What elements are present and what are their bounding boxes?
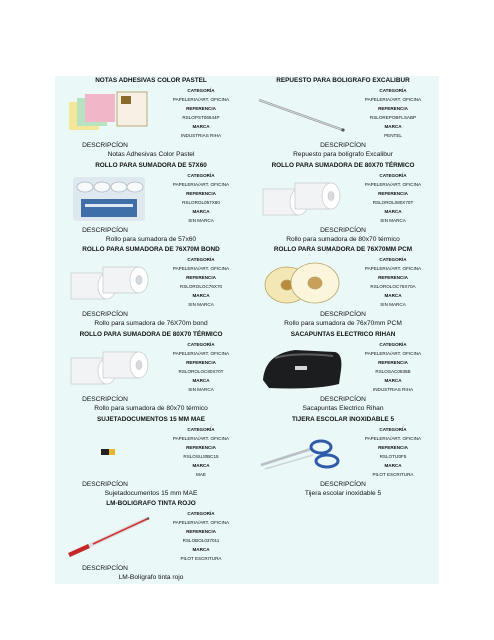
description-label: DESCRIPCÍON bbox=[82, 226, 128, 234]
category-label: CATEGORÍA bbox=[379, 88, 407, 93]
product-card bbox=[247, 415, 439, 500]
product-fields bbox=[347, 86, 439, 140]
description-value: Tijera escolar inoxidable 5 bbox=[304, 489, 382, 497]
product-title: LM-BOLIGRAFO TINTA ROJO bbox=[106, 500, 196, 508]
product-fields bbox=[155, 171, 247, 225]
reference-value: RSLOROLOC76X70 bbox=[179, 284, 223, 290]
brand-label: MARCA bbox=[384, 293, 402, 299]
reference-label: REFERENCIA bbox=[186, 190, 216, 196]
brand-value: SIN MARCA bbox=[188, 217, 214, 223]
product-title: ROLLO PARA SUMADORA DE 80X70 TÉRMICO bbox=[271, 161, 415, 169]
brand-value: SIN MARCA bbox=[188, 387, 214, 393]
product-fields bbox=[155, 425, 247, 479]
category-label: CATEGORÍA bbox=[187, 172, 215, 178]
description-label: DESCRIPCÍON bbox=[82, 142, 128, 149]
product-title: ROLLO PARA SUMADORA DE 80X70 TÉRMICO bbox=[79, 331, 223, 339]
brand-value: PILOT ESCRITURA bbox=[180, 556, 222, 562]
category-label: CATEGORÍA bbox=[379, 342, 407, 348]
description-label: DESCRIPCÍON bbox=[82, 480, 128, 488]
product-fields bbox=[347, 340, 439, 394]
brand-label: MARCA bbox=[384, 462, 402, 468]
description-label: DESCRIPCÍON bbox=[320, 142, 366, 149]
product-card bbox=[247, 245, 439, 330]
reference-label: REFERENCIA bbox=[378, 275, 408, 281]
brand-value: SIN MARCA bbox=[380, 302, 406, 308]
electric-sharpener-image bbox=[255, 340, 347, 396]
description-value: LM-Bolígrafo tinta rojo bbox=[118, 574, 184, 582]
brand-label: MARCA bbox=[192, 462, 210, 468]
reference-label: REFERENCIA bbox=[186, 529, 216, 535]
category-label: CATEGORÍA bbox=[187, 511, 215, 517]
category-value: PAPELERIA/ART. OFICINA bbox=[364, 266, 422, 272]
reference-value: RSLOSAC0835B bbox=[375, 369, 411, 375]
reference-value: RSLOROL080X70T bbox=[372, 199, 414, 205]
product-title: ROLLO PARA SUMADORA DE 57X60 bbox=[95, 161, 207, 169]
red-pen-image bbox=[63, 509, 155, 565]
product-card bbox=[55, 76, 247, 161]
category-label: CATEGORÍA bbox=[187, 257, 215, 263]
reference-value: RSLOPST06544P bbox=[182, 115, 220, 120]
brand-value: INDUSTRIAS RIHA bbox=[180, 133, 222, 138]
brand-label: MARCA bbox=[192, 208, 210, 214]
reference-value: RSLOROLOC76X70A bbox=[370, 284, 416, 290]
product-fields bbox=[155, 340, 247, 394]
product-card bbox=[55, 415, 247, 500]
reference-value: RSLOSUJ0BC15 bbox=[183, 453, 219, 459]
catalog-column-left bbox=[55, 76, 247, 584]
catalog-column-right bbox=[247, 76, 439, 499]
product-title: SACAPUNTAS ELECTRICO RIHAN bbox=[290, 331, 396, 339]
binder-clip-image bbox=[63, 425, 155, 481]
product-fields bbox=[155, 509, 247, 563]
brand-label: MARCA bbox=[192, 378, 210, 384]
product-card bbox=[55, 161, 247, 246]
sticky-notes-image bbox=[63, 86, 155, 142]
brand-label: MARCA bbox=[192, 547, 210, 553]
category-label: CATEGORÍA bbox=[187, 426, 215, 432]
category-value: PAPELERIA/ART. OFICINA bbox=[364, 181, 422, 187]
catalog-sheet bbox=[55, 76, 439, 584]
product-fields bbox=[347, 171, 439, 225]
brand-value: PENTEL bbox=[384, 133, 402, 138]
brand-label: MARCA bbox=[192, 124, 210, 129]
category-label: CATEGORÍA bbox=[379, 257, 407, 263]
category-label: CATEGORÍA bbox=[187, 88, 215, 93]
brand-value: PILOT ESCRITURA bbox=[372, 471, 414, 477]
category-value: PAPELERIA/ART. OFICINA bbox=[172, 351, 230, 357]
scissors-image bbox=[255, 425, 347, 481]
product-card bbox=[55, 499, 247, 584]
description-label: DESCRIPCÍON bbox=[320, 396, 366, 404]
description-value: Sacapuntas Electrico Rihan bbox=[302, 405, 384, 413]
reference-label: REFERENCIA bbox=[378, 444, 408, 450]
brand-value: SIN MARCA bbox=[188, 302, 214, 308]
reference-value: RSLOROLOC80X70T bbox=[178, 369, 224, 375]
reference-label: REFERENCIA bbox=[378, 190, 408, 196]
category-value: PAPELERIA/ART. OFICINA bbox=[172, 266, 230, 272]
category-value: PAPELERIA/ART. OFICINA bbox=[364, 351, 422, 357]
product-card bbox=[55, 245, 247, 330]
product-card bbox=[55, 330, 247, 415]
reference-label: REFERENCIA bbox=[186, 360, 216, 366]
category-label: CATEGORÍA bbox=[379, 426, 407, 432]
product-fields bbox=[155, 255, 247, 309]
reference-label: REFERENCIA bbox=[378, 106, 408, 111]
product-card bbox=[247, 161, 439, 246]
product-title: NOTAS ADHESIVAS COLOR PASTEL bbox=[95, 77, 207, 84]
description-value: Rollo para sumadora de 57x60 bbox=[105, 235, 197, 243]
brand-value: MAE bbox=[196, 471, 206, 477]
description-label: DESCRIPCÍON bbox=[82, 311, 128, 319]
roll-box-image bbox=[63, 171, 155, 227]
product-card bbox=[247, 76, 439, 161]
brand-value: INDUSTRIAS RIHA bbox=[372, 387, 414, 393]
product-title: REPUESTO PARA BOLIGRAFO EXCALIBUR bbox=[276, 77, 410, 84]
brand-label: MARCA bbox=[384, 124, 402, 129]
description-value: Rollo para sumadora de 76x70mm PCM bbox=[284, 320, 402, 328]
category-value: PAPELERIA/ART. OFICINA bbox=[172, 97, 230, 102]
brand-label: MARCA bbox=[384, 208, 402, 214]
yellow-rolls-image bbox=[255, 255, 347, 311]
brand-label: MARCA bbox=[384, 378, 402, 384]
description-value: Rollo para sumadora de 76X70m bond bbox=[94, 320, 208, 328]
description-value: Notas Adhesivas Color Pastel bbox=[107, 151, 195, 158]
brand-value: SIN MARCA bbox=[380, 217, 406, 223]
category-value: PAPELERIA/ART. OFICINA bbox=[364, 435, 422, 441]
category-value: PAPELERIA/ART. OFICINA bbox=[364, 97, 422, 102]
category-label: CATEGORÍA bbox=[379, 172, 407, 178]
brand-label: MARCA bbox=[192, 293, 210, 299]
product-fields bbox=[347, 255, 439, 309]
paper-rolls-image bbox=[63, 255, 155, 311]
description-label: DESCRIPCÍON bbox=[320, 226, 366, 234]
reference-value: RSLOBOL037011 bbox=[182, 538, 220, 544]
reference-label: REFERENCIA bbox=[378, 360, 408, 366]
reference-label: REFERENCIA bbox=[186, 275, 216, 281]
product-title: ROLLO PARA SUMADORA DE 76X70M BOND bbox=[82, 246, 220, 254]
reference-value: RSLOROL057X60 bbox=[182, 199, 220, 205]
reference-value: RSLOREPOBFLSABP bbox=[369, 115, 417, 120]
category-value: PAPELERIA/ART. OFICINA bbox=[172, 520, 230, 526]
description-label: DESCRIPCÍON bbox=[82, 565, 128, 573]
category-value: PAPELERIA/ART. OFICINA bbox=[172, 181, 230, 187]
reference-label: REFERENCIA bbox=[186, 106, 216, 111]
description-label: DESCRIPCÍON bbox=[320, 480, 366, 488]
category-value: PAPELERIA/ART. OFICINA bbox=[172, 435, 230, 441]
product-title: SUJETADOCUMENTOS 15 MM MAE bbox=[96, 415, 206, 423]
description-value: Rollo para sumadora de 80x70 térmico bbox=[94, 405, 208, 413]
description-label: DESCRIPCÍON bbox=[82, 396, 128, 404]
product-fields bbox=[155, 86, 247, 140]
product-card bbox=[247, 330, 439, 415]
paper-rolls-image bbox=[255, 171, 347, 227]
reference-label: REFERENCIA bbox=[186, 444, 216, 450]
paper-rolls-image bbox=[63, 340, 155, 396]
description-label: DESCRIPCÍON bbox=[320, 311, 366, 319]
product-title: ROLLO PARA SUMADORA DE 76X70MM PCM bbox=[273, 246, 413, 254]
description-value: Repuesto para bolígrafo Excalibur bbox=[293, 151, 393, 158]
category-label: CATEGORÍA bbox=[187, 342, 215, 348]
product-title: TIJERA ESCOLAR INOXIDABLE 5 bbox=[291, 415, 395, 423]
product-fields bbox=[347, 425, 439, 479]
pen-refill-image bbox=[255, 86, 347, 142]
description-value: Rollo para sumadora de 80x70 térmico bbox=[286, 235, 400, 243]
reference-value: RSLOTIJ0F5 bbox=[379, 453, 407, 459]
description-value: Sujetadocumentos 15 mm MAE bbox=[104, 489, 198, 497]
